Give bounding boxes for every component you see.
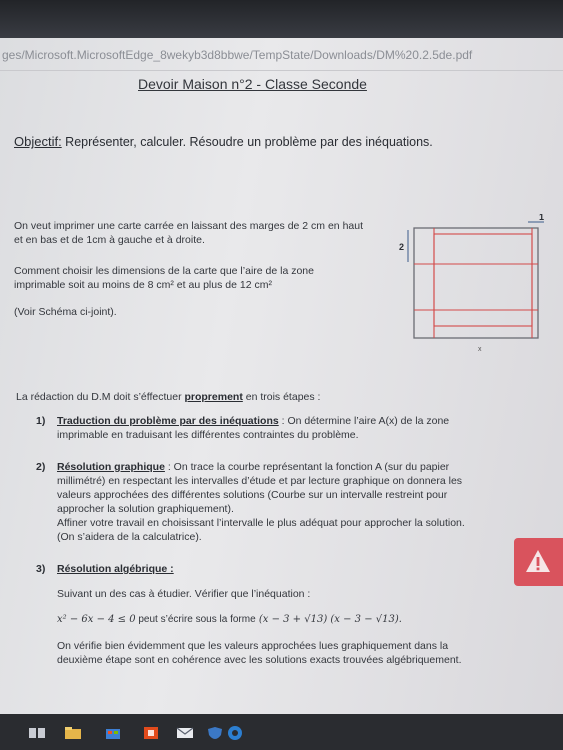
objective-label: Objectif: [14,134,62,149]
inequality: x² − 6x − 4 ≤ 0 [57,614,136,625]
store-icon[interactable] [104,726,122,740]
label-bottom: x [478,346,482,353]
step3-case-line: Suivant un des cas à étudier. Vérifier que l’inéquation : [57,588,311,600]
step1-line-1 [57,415,449,428]
step3-check-1: On vérifie bien évidemment que les valeurs approchées lues graphiquement dans la [57,640,449,652]
page-title: Devoir Maison n°2 - Classe Seconde [138,76,367,92]
step1-line-2: imprimable en traduisant les différentes contraintes du problème. [57,429,359,441]
steps-intro [16,391,320,404]
form-text: peut s’écrire sous la forme [135,614,256,625]
warning-icon [514,538,563,586]
steps-intro-a: La rédaction du D.M doit s’éffectuer [16,391,185,403]
address-bar[interactable]: ges/Microsoft.MicrosoftEdge_8wekyb3d8bbwe/TempState/Downloads/DM%20.2.5de.pdf [2,48,473,62]
objective [14,134,433,149]
step2-line-5: Affiner votre travail en choisissant l’intervalle le plus adéquat pour approcher la solution. [57,517,465,529]
step3-check-2: deuxième étape sont en cohérence avec les solutions exacts trouvées algébriquement. [57,654,462,666]
step2-num: 2) [36,461,46,473]
steps-intro-c: en trois étapes : [242,391,321,403]
schema-note: (Voir Schéma ci-joint). [14,306,117,318]
shield-icon[interactable] [206,726,224,740]
label-top: 1 [539,214,545,222]
intro-line-2: et en bas et de 1cm à gauche et à droite. [14,234,205,246]
step2-line-6: (On s’aidera de la calculatrice). [57,531,202,543]
question-line-2: imprimable soit au moins de 8 cm² et au plus de 12 cm² [14,279,272,291]
intro-line-1: On veut imprimer une carte carrée en laissant des marges de 2 cm en haut [14,220,364,232]
step3-num: 3) [36,563,46,575]
step3-inequality-line [57,613,402,626]
browser-top-bar [0,0,563,40]
question-line-1: Comment choisir les dimensions de la carte que l’aire de la zone [14,265,314,277]
margin-diagram [398,214,563,354]
office-icon[interactable] [142,726,160,740]
step1-num: 1) [36,415,46,427]
step3-title: Résolution algébrique : [57,563,174,575]
step1-rest: : On détermine l’aire A(x) de la zone [278,415,450,427]
steps-intro-emphasis: proprement [184,391,243,403]
step2-line-4: approcher la solution graphiquement). [57,503,234,515]
objective-text: Représenter, calculer. Résoudre un problème par des inéquations. [61,135,433,149]
pdf-page [0,72,563,714]
step1-title: Traduction du problème par des inéquations [57,415,279,427]
taskbar [0,714,563,750]
feedback-button[interactable] [514,538,563,586]
edge-icon[interactable] [226,725,244,741]
step2-line-2: millimétré) en respectant les intervalles d’étude et par lecture graphique on donnera les [57,475,463,487]
step2-line-1 [57,461,449,474]
address-divider [0,70,563,71]
mail-icon[interactable] [176,726,194,740]
label-left: 2 [399,242,405,252]
factored-form: (x − 3 + √13) (x − 3 − √13). [258,614,402,625]
step2-line-3: valeurs approchées des différentes solutions (Courbe sur un intervalle restreint pour [57,489,448,501]
pdf-viewer [0,38,563,714]
step2-title: Résolution graphique [57,461,165,473]
step3-title-line [57,563,174,576]
printable-zone [434,234,532,326]
task-view-icon[interactable] [28,726,46,740]
file-explorer-icon[interactable] [64,726,82,740]
card-outer [414,228,538,338]
step2-rest: : On trace la courbe représentant la fonction A (sur du papier [164,461,450,473]
